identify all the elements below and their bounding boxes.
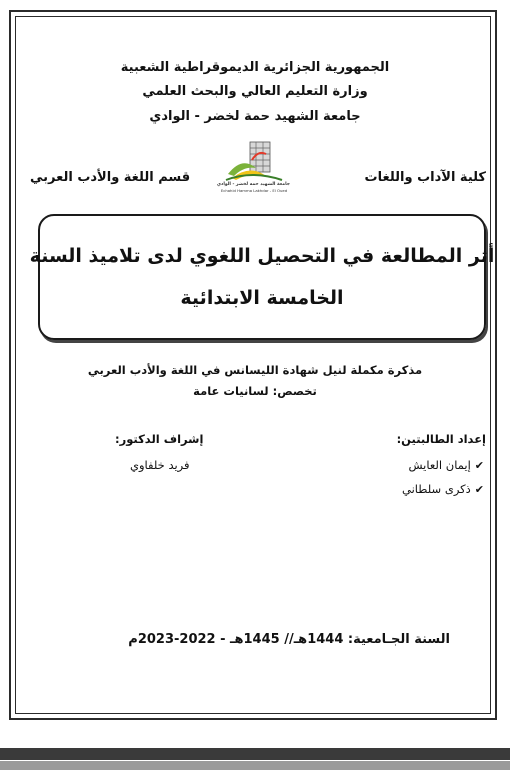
student-item — [402, 482, 484, 496]
logo-caption-arabic: جامعة الشهيد حمه لخضر - الوادي — [216, 182, 290, 187]
checkmark-icon: ✔ — [474, 459, 484, 472]
bottom-bar — [0, 748, 510, 770]
specialty-line: تخصص: لسانيات عامة — [193, 384, 317, 398]
thesis-title-line-2: الخامسة الابتدائية — [180, 287, 344, 309]
department-label: قسم اللغة والأدب العربي — [30, 170, 191, 185]
thesis-title-line-1: أثر المطالعة في التحصيل اللغوي لدى تلاميذ السنة — [29, 245, 495, 267]
ministry-heading: وزارة التعليم العالي والبحث العلمي — [142, 84, 368, 99]
supervisor-heading: إشراف الدكتور: — [115, 432, 204, 446]
university-logo — [216, 140, 290, 196]
republic-heading: الجمهورية الجزائرية الديموقراطية الشعبية — [120, 60, 390, 75]
student-name: إيمان العايش — [408, 458, 471, 472]
logo-caption-latin: Echahid Hamma Lakhdar - El Oued — [220, 188, 288, 193]
faculty-label: كلية الآداب واللغات — [364, 170, 486, 185]
checkmark-icon: ✔ — [474, 483, 484, 496]
thesis-title-box — [29, 214, 495, 340]
student-item — [409, 458, 484, 472]
academic-year: السنة الجـامعية: 1444هـ// 1445هـ - 2022-2023م — [128, 632, 450, 647]
university-heading: جامعة الشهيد حمة لخضر - الوادي — [149, 109, 361, 124]
memo-description: مذكرة مكملة لنيل شهادة الليسانس في اللغة والأدب العربي — [87, 363, 423, 377]
supervisor-name: فريد خلفاوي — [130, 458, 190, 472]
student-name: ذكرى سلطاني — [402, 482, 471, 496]
students-heading: إعداد الطالبتين: — [396, 432, 486, 446]
